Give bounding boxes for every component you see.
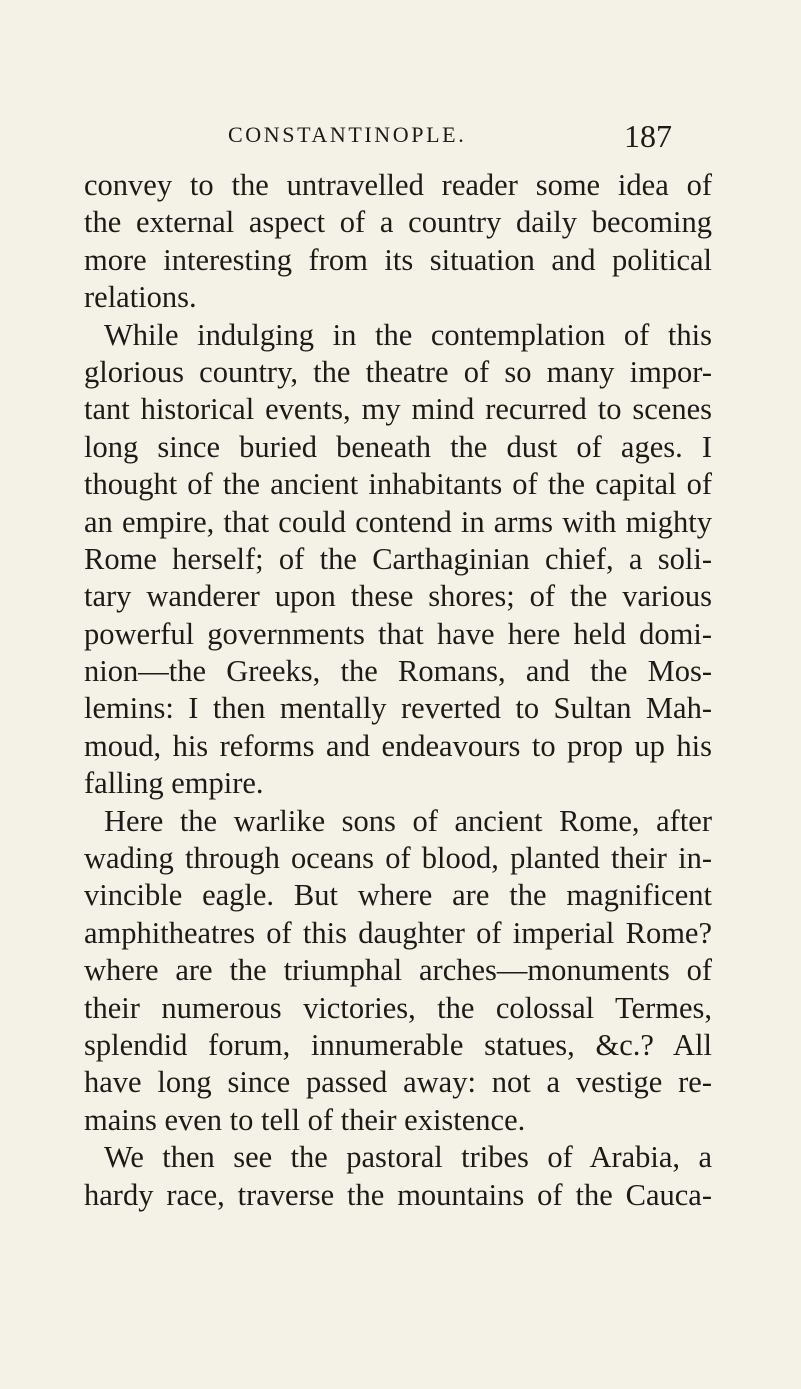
text-line: tary wanderer upon these shores; of the various xyxy=(84,579,712,614)
text-line: falling empire. xyxy=(84,766,264,801)
text-line: more interesting from its situation and political xyxy=(84,242,712,277)
page-header xyxy=(0,118,801,162)
text-line: While indulging in the contemplation of this xyxy=(104,317,712,352)
text-line: where are the triumphal arches—monuments of xyxy=(84,953,712,988)
text-line: convey to the untravelled reader some idea of xyxy=(84,168,712,202)
text-line: glorious country, the theatre of so many impor- xyxy=(84,354,712,389)
text-line: We then see the pastoral tribes of Arabia, a xyxy=(104,1140,712,1175)
text-line: have long since passed away: not a vestige re- xyxy=(84,1065,712,1100)
text-line: wading through oceans of blood, planted their in- xyxy=(84,841,712,876)
text-line: splendid forum, innumerable statues, &c.? All xyxy=(84,1027,712,1062)
text-line: relations. xyxy=(84,280,197,315)
text-line: moud, his reforms and endeavours to prop up his xyxy=(84,728,712,763)
text-line: amphitheatres of this daughter of imperial Rome? xyxy=(84,915,712,950)
text-line: their numerous victories, the colossal Termes, xyxy=(84,990,712,1025)
text-line: mains even to tell of their existence. xyxy=(84,1102,526,1137)
text-line: Here the warlike sons of ancient Rome, after xyxy=(104,803,712,838)
text-line: powerful governments that have here held domi- xyxy=(84,616,712,651)
text-line: nion—the Greeks, the Romans, and the Mos- xyxy=(84,654,712,689)
text-line: long since buried beneath the dust of ages. I xyxy=(84,429,712,464)
text-line: an empire, that could contend in arms with mighty xyxy=(84,504,712,539)
text-line: hardy race, traverse the mountains of the Cauca- xyxy=(84,1177,712,1212)
text-line: Rome herself; of the Carthaginian chief, a soli- xyxy=(84,541,712,576)
body-text xyxy=(84,167,712,1214)
text-line: the external aspect of a country daily becoming xyxy=(84,205,712,240)
running-head: CONSTANTINOPLE. xyxy=(228,122,467,147)
text-line: thought of the ancient inhabitants of the capital of xyxy=(84,467,712,502)
page-number: 187 xyxy=(624,118,672,154)
text-line: lemins: I then mentally reverted to Sultan Mah- xyxy=(84,691,712,726)
text-line: vincible eagle. But where are the magnificent xyxy=(84,878,712,913)
text-line: tant historical events, my mind recurred to scenes xyxy=(84,392,712,427)
